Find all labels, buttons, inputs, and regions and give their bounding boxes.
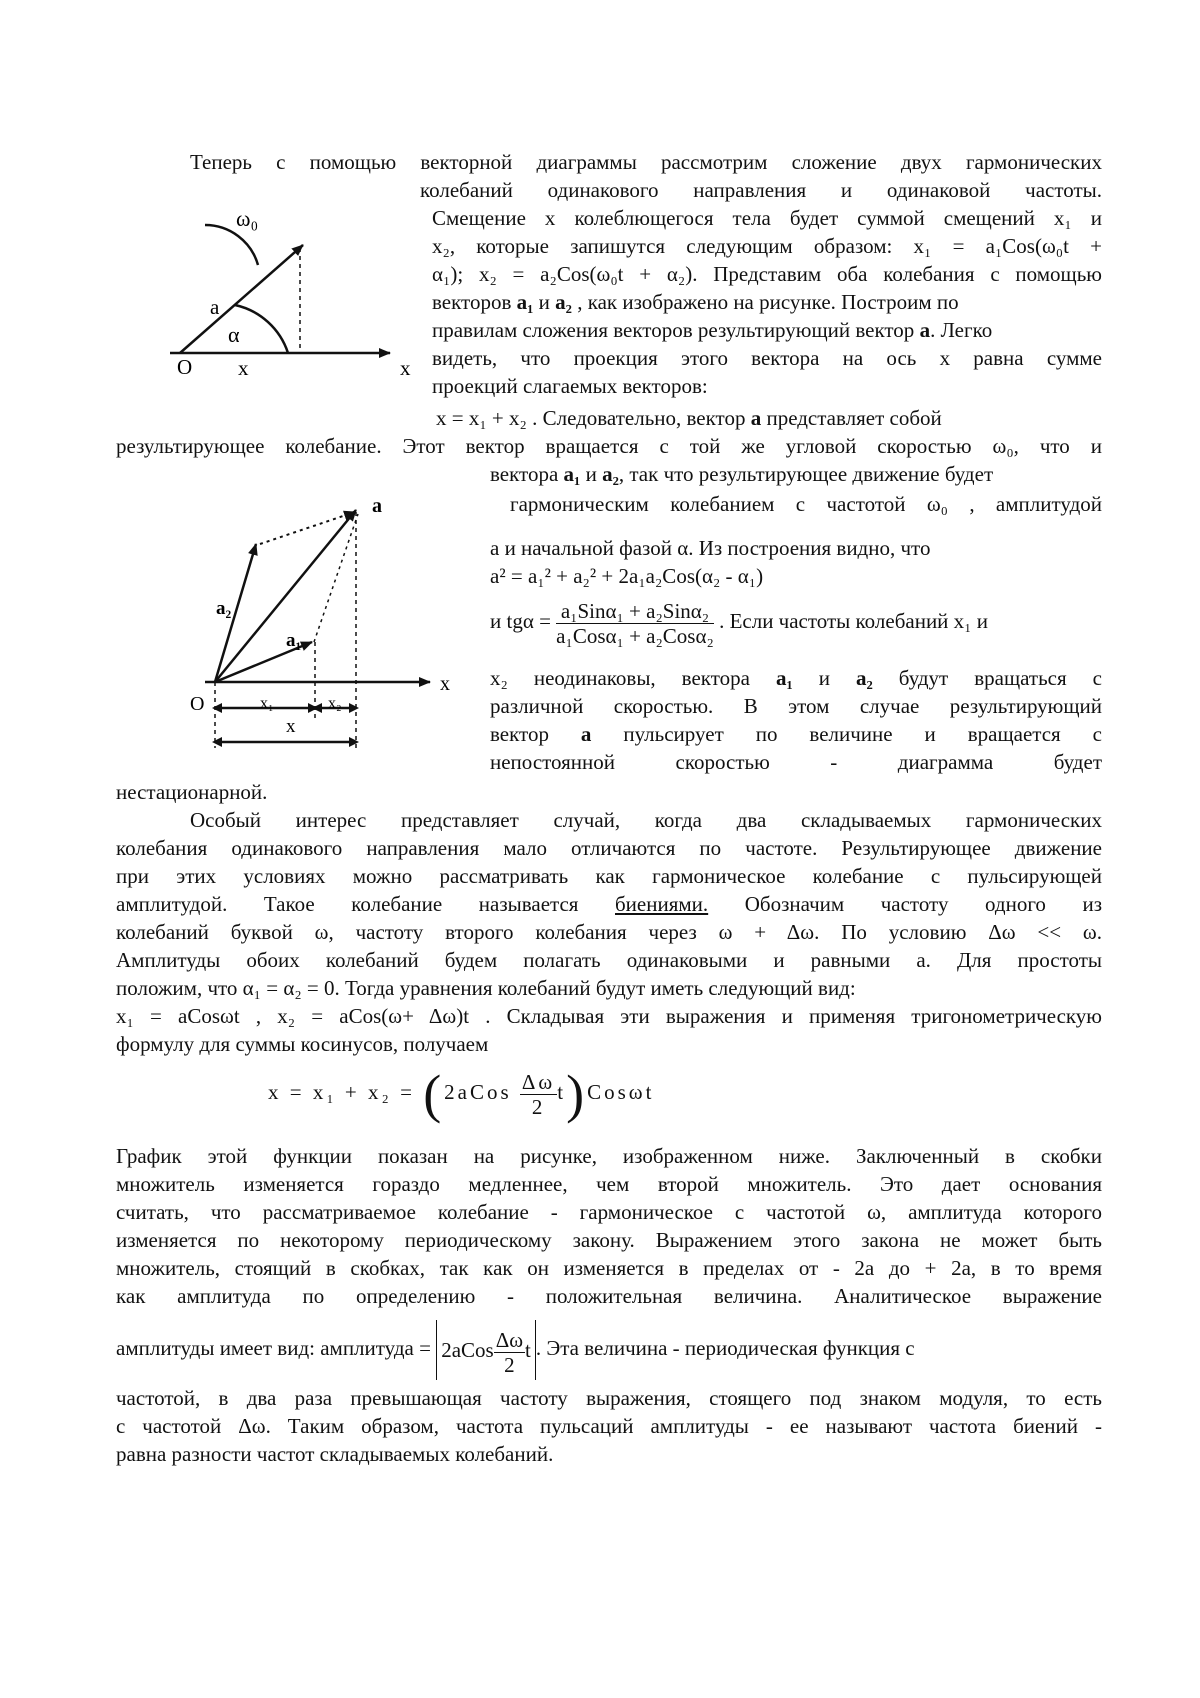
text-line: x₂, которые запишутся следующим образом: x₁ = a₁Cos(ω₀t + [432,234,1102,258]
paren-open: ( [423,1064,445,1125]
text-line: x₁ = aCosωt , x₂ = aCos(ω+ Δω)t . Складывая эти выражения и применяя тригонометрическую [116,1004,1102,1028]
text-line: α₁); x₂ = a₂Cos(ω₀t + α₂). Представим оба колебания с помощью [432,262,1102,286]
fraction [556,599,714,648]
text-line: колебания одинакового направления мало отличаются по частоте. Результирующее движение [116,836,1102,860]
text-line: Смещение x колеблющегося тела будет суммой смещений x₁ и [432,206,1102,230]
x-proj-label: x [238,356,249,380]
text-span: представляет собой [761,406,942,430]
text-span: . Если частоты колебаний x₁ и [719,609,988,633]
text-line: a и начальной фазой α. Из построения видно, что [490,536,931,560]
vector-a: a [580,722,592,746]
formula-tg-alpha [490,592,988,650]
vector-a2: a₂ [555,290,572,314]
text-line: с частотой Δω. Таким образом, частота пульсаций амплитуды - ее называют частота биений - [116,1414,1102,1438]
vector-a1: a₁ [563,462,581,486]
vector-a-arrow [180,245,303,353]
text-line: результирующее колебание. Этот вектор вращается с той же угловой скоростью ω₀, что и [116,434,1102,458]
text-span: . Эта величина - периодическая функция с [535,1336,915,1360]
text-span: и [533,290,556,314]
fraction-numerator: Δω [521,1069,556,1094]
text-span: Обозначим частоту одного из [708,892,1103,916]
origin-label: O [177,355,193,379]
text-span: и [580,462,603,486]
text-line [490,665,1102,691]
text-line: непостоянной скоростью - диаграмма будет [490,750,1102,774]
a-label: a [210,295,220,319]
x1-label: x₁ [260,695,274,712]
text-line: различной скоростью. В этом случае результирующий [490,694,1102,718]
text-line: Особый интерес представляет случай, когда два складываемых гармонических [190,808,1102,832]
a-label: a [372,495,382,517]
fraction-numerator: a₁Sinα₁ + a₂Sinα₂ [556,599,714,624]
formula-inner: t [525,1338,531,1363]
text-line [432,289,1102,315]
x-label: x [286,716,296,737]
formula-inner: t [557,1080,567,1104]
text-line: считать, что рассматриваемое колебание - гармоническое с частотой ω, амплитуда которого [116,1200,1102,1224]
formula-beats [268,1062,655,1125]
text-line: множитель, стоящий в скобках, так как он изменяется в пределах от - 2a до + 2a, в то время [116,1256,1102,1280]
vector-a1: a₁ [775,666,793,690]
term-beats: биениями. [615,892,709,916]
formula-amplitude [116,1318,1102,1380]
text-line: положим, что α₁ = α₂ = 0. Тогда уравнения колебаний будут иметь следующий вид: [116,976,856,1000]
text-line [490,721,1102,747]
absolute-value [436,1320,536,1380]
text-line: нестационарной. [116,780,268,804]
alpha-label: α [228,322,240,347]
vector-a2: a₂ [602,462,619,486]
fraction-denominator: 2 [504,1352,515,1377]
text-span: вектора [490,462,564,486]
text-span: пульсирует по величине и вращается с [591,722,1102,746]
x2-label: x₂ [328,695,342,712]
text-span: амплитудой. Такое колебание называется [116,892,615,916]
formula-inner: 2aCos [444,1080,512,1104]
text-span: , так что результирующее движение будет [618,462,994,486]
vector-a1: a₁ [516,290,534,314]
text-line: Амплитуды обоих колебаний будем полагать одинаковыми и равными a. Для простоты [116,948,1102,972]
text-line: формулу для суммы косинусов, получаем [116,1032,489,1056]
text-span: правилам сложения векторов результирующий вектор [432,318,920,342]
text-line [432,317,1102,343]
fraction-denominator: a₁Cosα₁ + a₂Cosα₂ [556,623,714,648]
text-line: гармоническим колебанием с частотой ω₀ , амплитудой [510,492,1102,516]
fraction [494,1328,525,1377]
text-span: x = x₁ + x₂ . Следовательно, вектор [436,406,751,430]
text-line: проекций слагаемых векторов: [432,374,708,398]
vector-a2: a₂ [856,666,873,690]
text-span: x₂ неодинаковы, вектора [490,666,776,690]
text-line: равна разности частот складываемых колебаний. [116,1442,554,1466]
text-line: при этих условиях можно рассматривать как гармоническое колебание с пульсирующей [116,864,1102,888]
vector-a: a [919,318,931,342]
angle-arc [235,305,288,353]
vector-a: a [750,406,762,430]
text-span: вектор [490,722,581,746]
text-line [116,891,1102,917]
a1-label: a₁ [286,630,302,651]
omega-label: ω₀ [236,206,259,231]
fraction [520,1070,557,1119]
formula-a-squared: a² = a₁² + a₂² + 2a₁a₂Cos(α₂ - α₁) [490,564,764,588]
text-line: множитель изменяется гораздо медленнее, чем второй множитель. Это дает основания [116,1172,1102,1196]
text-line: видеть, что проекция этого вектора на ось x равна сумме [432,346,1102,370]
text-span: будут вращаться с [872,666,1102,690]
text-span: и [792,666,856,690]
formula-right: Cosωt [587,1080,655,1104]
vector-diagram-1 [150,200,420,385]
text-line [436,405,1102,431]
text-line: как амплитуда по определению - положительная величина. Аналитическое выражение [116,1284,1102,1308]
text-span: амплитуды имеет вид: амплитуда = [116,1336,431,1360]
x-axis-label: x [440,673,450,695]
a2-label: a₂ [216,598,232,619]
text-line: частотой, в два раза превышающая частоту выражения, стоящего под знаком модуля, то есть [116,1386,1102,1410]
text-span: векторов [432,290,517,314]
text-span: и tgα = [490,609,551,633]
text-span: . Легко [930,318,993,342]
vector-a-arrow [215,510,356,682]
text-span: , как изображено на рисунке. Построим по [571,290,959,314]
text-line: График этой функции показан на рисунке, изображенном ниже. Заключенный в скобки [116,1144,1102,1168]
vector-diagram-2 [190,490,465,755]
text-line: колебаний одинакового направления и одинаковой частоты. [420,178,1102,202]
fraction-denominator: 2 [531,1094,546,1119]
text-line: изменяется по некоторому периодическому закону. Выражением этого закона не может быть [116,1228,1102,1252]
text-line [490,461,1102,487]
paren-close: ) [566,1064,588,1125]
origin-label: O [190,693,205,715]
formula-left: x = x₁ + x₂ = [268,1080,415,1104]
x-axis-label: x [400,356,411,380]
text-line: колебаний буквой ω, частоту второго колебания через ω + Δω. По условию Δω << ω. [116,920,1102,944]
text-line: Теперь с помощью векторной диаграммы рассмотрим сложение двух гармонических [190,150,1102,174]
fraction-numerator: Δω [495,1327,524,1352]
formula-inner: 2aCos [441,1338,494,1363]
